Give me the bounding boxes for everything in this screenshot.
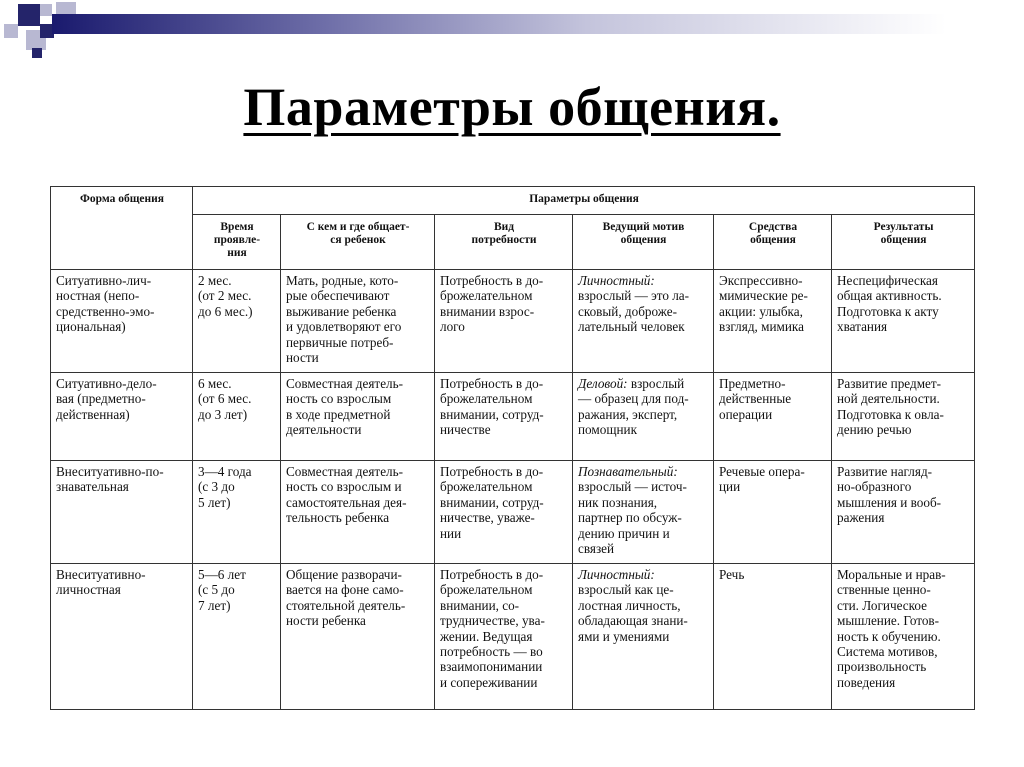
decor-square [40,4,52,16]
cell-results: Развитие предмет- ной деятельности. Подготовка к овла- дению речью [832,373,975,461]
cell-form: Внеситуативно- личностная [51,564,193,710]
motive-label: Личностный: [578,567,655,582]
page-title: Параметры общения. [243,77,781,137]
motive-text: взрослый — источ- ник познания, партнер по обсуж- дению причин и связей [578,479,687,557]
header-with-whom: С кем и где общает- ся ребенок [281,215,435,270]
cell-motive [573,270,714,373]
motive-label: Познавательный: [578,464,678,479]
cell-motive [573,461,714,564]
cell-time: 3—4 года (с 3 до 5 лет) [193,461,281,564]
cell-motive [573,564,714,710]
header-group: Параметры общения [193,187,975,215]
decor-square [4,24,18,38]
table-row [51,461,975,564]
motive-text: взрослый — образец для под- ражания, эксперт, помощник [578,376,689,438]
cell-time: 2 мес. (от 2 мес. до 6 мес.) [193,270,281,373]
cell-results: Моральные и нрав- ственные ценно- сти. Логическое мышление. Готов- ность к обучению. Система мотивов, произвольность поведения [832,564,975,710]
cell-means: Предметно- действенные операции [714,373,832,461]
decor-square [32,48,42,58]
cell-need: Потребность в до- брожелательном внимании, сотруд- ничестве [435,373,573,461]
cell-time: 5—6 лет (с 5 до 7 лет) [193,564,281,710]
table-row [51,270,975,373]
decor-square [18,4,40,26]
cell-form: Ситуативно-дело- вая (предметно- действенная) [51,373,193,461]
cell-with-whom: Совместная деятель- ность со взрослым и самостоятельная дея- тельность ребенка [281,461,435,564]
table-header-row [51,187,975,215]
cell-need: Потребность в до- брожелательном внимании взрос- лого [435,270,573,373]
cell-need: Потребность в до- брожелательном внимании, сотруд- ничестве, уваже- нии [435,461,573,564]
header-need: Вид потребности [435,215,573,270]
cell-motive [573,373,714,461]
cell-with-whom: Мать, родные, кото- рые обеспечивают выживание ребенка и удовлетворяют его первичные потреб- ности [281,270,435,373]
cell-means: Экспрессивно- мимические ре- акции: улыбка, взгляд, мимика [714,270,832,373]
table-row [51,373,975,461]
motive-text: взрослый — это ла- сковый, доброже- лательный человек [578,288,690,335]
cell-means: Речь [714,564,832,710]
motive-label: Личностный: [578,273,655,288]
header-means: Средства общения [714,215,832,270]
header-stripe [52,14,1024,34]
header-form: Форма общения [51,187,193,270]
header-motive: Ведущий мотив общения [573,215,714,270]
cell-results: Развитие нагляд- но-образного мышления и вооб- ражения [832,461,975,564]
parameters-table [50,186,975,710]
cell-means: Речевые опера- ции [714,461,832,564]
cell-form: Внеситуативно-по- знавательная [51,461,193,564]
cell-results: Неспецифическая общая активность. Подготовка к акту хватания [832,270,975,373]
cell-time: 6 мес. (от 6 мес. до 3 лет) [193,373,281,461]
table-row [51,564,975,710]
cell-form: Ситуативно-лич- ностная (непо- средственно-эмо- циональная) [51,270,193,373]
header-results: Результаты общения [832,215,975,270]
cell-need: Потребность в до- брожелательном внимании, со- трудничестве, ува- жении. Ведущая потребность — во взаимопонимании и сопереживании [435,564,573,710]
motive-label: Деловой: [578,376,628,391]
cell-with-whom: Совместная деятель- ность со взрослым в ходе предметной деятельности [281,373,435,461]
header-time: Время проявле- ния [193,215,281,270]
cell-with-whom: Общение разворачи- вается на фоне само- стоятельной деятель- ности ребенка [281,564,435,710]
motive-text: взрослый как це- лостная личность, обладающая знани- ями и умениями [578,582,688,644]
